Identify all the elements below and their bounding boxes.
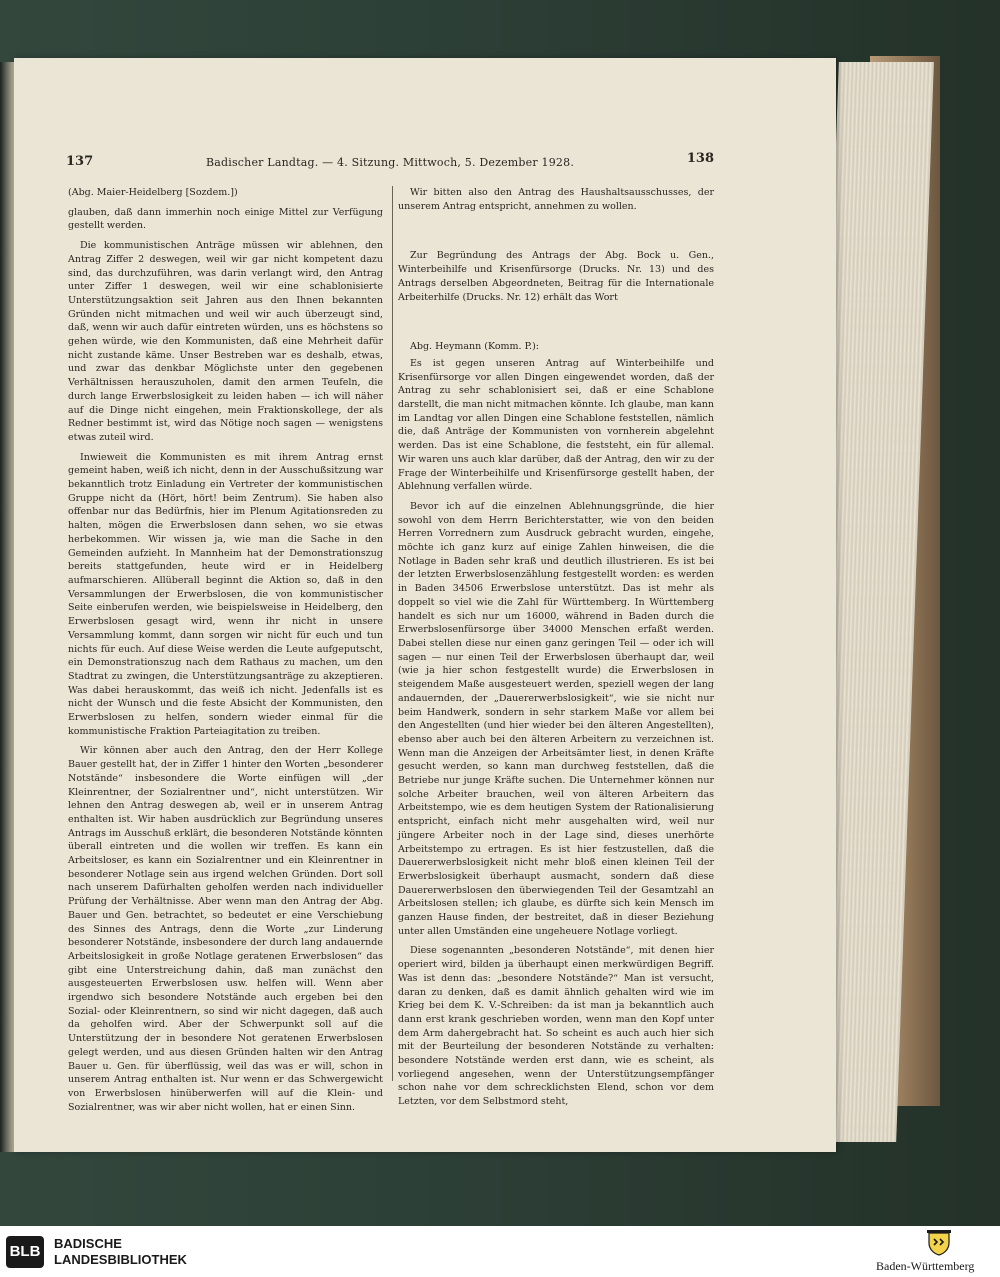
- paragraph: Bevor ich auf die einzelnen Ablehnungsgründe, die hier sowohl von dem Herrn Berichterstatter, wie von den beiden Herren Vorrednern zum Ausdruck gebracht wurden, eingehe, möchte ich ganz kurz auf einige Zahlen hinweisen, die die Notlage in Baden sehr kraß und deutlich illustrieren. Es ist bei der letzten Erwerbslosenzählung festgestellt worden: es werden in Baden 34506 Erwerbslose unterstützt. Das ist mehr als doppelt so viel wie die Zahl für Württemberg. In Württemberg handelt es sich nur um 16000, während in Baden durch die Erwerbslosenfürsorge über 34000 Menschen erfaßt werden. Dabei stellen diese nur einen ganz geringen Teil — oder ich will sagen — nur einen Teil der Erwerbslosen überhaupt dar, weil (wie ja hier schon festgestellt wurde) die Erwerbslosen in steigendem Maße ausgesteuert werden, speziell wegen der lang andauernden, der „Dauererwerbslosigkeit“, wie sie nicht nur beim Handwerk, sondern in sehr starkem Maße vor allem bei den Angestellten (und hier wieder bei den älteren Angestellten), ebenso aber auch bei den älteren Arbeitern zu verzeichnen ist. Wenn man die Anzeigen der Arbeitsämter liest, in denen Kräfte gesucht werden, so kann man durchweg feststellen, daß die Betriebe nur junge Kräfte suchen. Die Unternehmer können nur solche Arbeiter brauchen, weil von älteren Arbeitern das Arbeitstempo, wie es dem heutigen System der Rationalisierung entspricht, einfach nicht mehr ausgehalten wird, weil nur jüngere Arbeiter noch in der Lage sind, dieses unerhörte Arbeitstempo zu ertragen. Es ist hier festzustellen, daß die Dauererwerbslosigkeit nicht mehr bloß einen kleinen Teil der Erwerbslosigkeit überhaupt ausmacht, sondern daß diese Dauererwerbslosen den überwiegenden Teil der Gesamtzahl an Arbeitslosen stellen; ich glaube, es dürfte sich kein Mensch im ganzen Hause finden, der bestreitet, daß in dieser Beziehung unter allen Umständen eine ungeheuere Notlage vorliegt.: [398, 500, 714, 937]
- spacer: [398, 219, 714, 249]
- column-divider: [392, 186, 393, 1081]
- paragraph: Es ist gegen unseren Antrag auf Winterbeihilfe und Krisenfürsorge vor allen Dingen eingewendet worden, daß der Antrag zu sehr schablonisiert sei, daß er eine Schablone darstellt, die man nicht mitmachen könnte. Ich glaube, man kann im Landtag vor allen Dingen eine Schablone feststellen, nämlich die, daß Anträge der Kommunisten von vornherein abgelehnt werden. Das ist eine Schablone, die feststeht, ein für allemal. Wir waren uns auch klar darüber, daß der Antrag, den wir zu der Frage der Winterbeihilfe und Krisenfürsorge gestellt haben, der Ablehnung verfallen würde.: [398, 357, 714, 493]
- coat-of-arms-icon: [925, 1229, 953, 1257]
- running-title: Badischer Landtag. — 4. Sitzung. Mittwoch, 5. Dezember 1928.: [205, 156, 575, 169]
- agenda-announcement: Zur Begründung des Antrags der Abg. Bock u. Gen., Winterbeihilfe und Krisenfürsorge (Drucks. Nr. 13) und des Antrags derselben Abgeordneten, Beitrag für die Internationale Arbeiterhilfe (Drucks. Nr. 12) erhält das Wort: [398, 250, 714, 303]
- library-name-line2: LANDESBIBLIOTHEK: [54, 1252, 187, 1267]
- page-number-right: 138: [686, 151, 714, 166]
- paragraph: Wir können aber auch den Antrag, den der Herr Kollege Bauer gestellt hat, der in Ziffer 1 hinter den Worten „besonderer Notstände“ insbesondere die Worte einfügen will „der Kleinrentner, der Sozialrentner und“, nicht unterstützen. Wir lehnen den Antrag deswegen ab, weil er in unserem Antrag enthalten ist. Wir haben ausdrücklich zur Begründung unseres Antrags im Ausschuß erklärt, die besonderen Notstände könnten überall eintreten und die wollen wir treffen. Es kann ein Arbeitsloser, es kann ein Sozialrentner und ein Kleinrentner in besonderer Notlage sein aus irgend welchen Gründen. Dort soll nach unserem Dafürhalten geholfen werden nach individueller Prüfung der Verhältnisse. Aber wenn man den Antrag der Abg. Bauer und Gen. betrachtet, so bedeutet er eine Verschiebung des Sinnes des Antrags, denn die Worte „zur Linderung besonderer Notstände, insbesondere der durch lang andauernde Arbeitslosigkeit in große Notlage geratenen Erwerbslosen“ das gibt eine Unterstreichung dahin, daß man zunächst den ausgesteuerten Erwerbslosen usw. helfen will. Wenn aber irgendwo sich besondere Notstände auch ergeben bei den Sozial- oder Kleinrentnern, so sind wir nicht dagegen, daß auch da geholfen wird. Aber der Schwerpunkt soll auf die Unterstützung der in besondere Not geratenen Erwerbslosen gelegt werden, und aus diesen Gründen halten wir den Antrag Bauer u. Gen. für überflüssig, weil das was er will, schon in unserem Antrag enthalten ist. Nur wenn er das Schwergewicht von Erwerbslosen hinüberwerfen will auf die Klein- und Sozialrentner, was wir aber nicht wollen, hat er einen Sinn.: [68, 745, 383, 1113]
- left-text-column: [68, 186, 383, 1120]
- library-name-line1: BADISCHE: [54, 1236, 122, 1251]
- right-text-column: [398, 186, 714, 1115]
- library-name[interactable]: [54, 1236, 187, 1268]
- speaker-continuation: (Abg. Maier-Heidelberg [Sozdem.]): [68, 187, 238, 198]
- paragraph: Diese sogenannten „besonderen Notstände“, mit denen hier operiert wird, bilden ja überhaupt einen merkwürdigen Begriff. Was ist denn das: „besondere Notstände?“ Man ist versucht, daran zu denken, daß es damit ähnlich gehalten wird wie im Krieg bei dem K. V.-Schreiben: da ist man ja bekanntlich auch dann erst krank geschrieben worden, wenn man den Kopf unter dem Arm dahergebracht hat. So scheint es auch auch hier sich mit der Beurteilung der besonderen Notstände zu verhalten: besondere Notstände werden erst dann, wie es scheint, als vorliegend angesehen, wenn der Unterstützungsempfänger schon nahe vor dem schrecklichsten Elend, schon vor dem Letzten, vor dem Selbstmord steht,: [398, 945, 714, 1108]
- page-header: [66, 151, 714, 174]
- paragraph: Inwieweit die Kommunisten es mit ihrem Antrag ernst gemeint haben, weiß ich nicht, denn in der Ausschußsitzung war bekanntlich trotz Einladung ein Vertreter der kommunistischen Gruppe nicht da (Hört, hört! beim Zentrum). Sie haben also offenbar nur das Bedürfnis, hier im Plenum Agitationsreden zu halten, mögen die Erwerbslosen dann sehen, wo sie etwas herbekommen. Wir wissen ja, wie man die Sache in den Gemeinden aufzieht. In Mannheim hat der Demonstrationszug bereits stattgefunden, heute wird er in Heidelberg aufmarschieren. Allüberall beginnt die Aktion so, daß in den Versammlungen der Erwerbslosen, die von kommunistischer Seite einberufen werden, wie beispielsweise in Heidelberg, den Erwerbslosen gesagt wird, wenn ihr nicht in unsere Versammlung kommt, dann sorgen wir nicht für euch und tun nichts für euch. Auf diese Weise werden die Leute aufgeputscht, ein Demonstrationszug nach dem Rathaus zu machen, um den Stadtrat zu zwingen, die Unterstützungsanträge zu akzeptieren. Was dabei herauskommt, das weiß ich nicht. Jedenfalls ist es nicht der Wunsch und die feste Absicht der Kommunisten, den Erwerbslosen zu helfen, sondern wieder einmal für die kommunistische Fraktion Parteiagitation zu treiben.: [68, 451, 383, 737]
- blb-logo[interactable]: BLB: [6, 1236, 44, 1268]
- state-logo-text[interactable]: Baden-Württemberg: [876, 1259, 975, 1273]
- spacer: [398, 310, 714, 340]
- speaker-heading: Abg. Heymann (Komm. P.):: [410, 341, 539, 353]
- paragraph: Wir bitten also den Antrag des Haushaltsausschusses, der unserem Antrag entspricht, annehmen zu wollen.: [398, 187, 714, 212]
- page-number-left: 137: [66, 154, 94, 169]
- paragraph: glauben, daß dann immerhin noch einige Mittel zur Verfügung gestellt werden.: [68, 206, 383, 232]
- paragraph: Die kommunistischen Anträge müssen wir ablehnen, den Antrag Ziffer 2 deswegen, weil wir gar nicht kompetent dazu sind, das durchzuführen, was darin verlangt wird, den Antrag unter Ziffer 1 deswegen, weil wir eine schablonisierte Unterstützungsaktion seit Jahren aus den Ihnen bekannten Gründen nicht mitmachen und weil wir auch überzeugt sind, daß, wenn wir auch dafür eintreten würden, uns es höchstens so gehen würde, wie den Kommunisten, daß eine Mehrheit dafür nicht zustande käme. Unser Bestreben war es deshalb, etwas, und zwar das denkbar Möglichste unter den gegebenen Verhältnissen herauszuholen, damit den armen Teufeln, die durch lange Erwerbslosigkeit zu leiden haben — ich will näher auf die Dinge nicht eingehen, mein Fraktionskollege, der als Redner bestimmt ist, wird das Nötige noch sagen — wenigstens etwas zuteil wird.: [68, 240, 383, 443]
